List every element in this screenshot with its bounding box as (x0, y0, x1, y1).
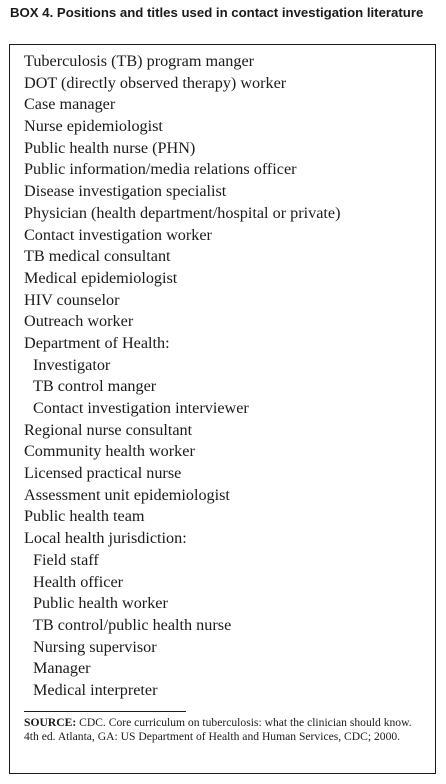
list-item: Department of Health: (24, 333, 170, 352)
list-item: Contact investigation worker (24, 225, 212, 244)
source-text: CDC. Core curriculum on tuberculosis: what the clinician should know. 4th ed. Atlanta, GA: US Department of Health and Human Services, CDC; 2000. (24, 716, 412, 743)
list-item: Assessment unit epidemiologist (24, 485, 230, 504)
list-sub-item: Investigator (33, 355, 111, 374)
list-item: Outreach worker (24, 312, 134, 331)
list-sub-item: Field staff (33, 550, 99, 569)
list-item: Local health jurisdiction: (24, 529, 187, 548)
list-sub-item: TB control manger (33, 377, 157, 396)
list-sub-item: Public health worker (33, 594, 168, 613)
list-item: Case manager (24, 95, 116, 114)
list-item: Public information/media relations officer (24, 160, 297, 179)
list-item: HIV counselor (24, 290, 120, 309)
positions-list (24, 51, 340, 702)
list-sub-item: Contact investigation interviewer (33, 399, 249, 417)
list-item: Tuberculosis (TB) program manger (24, 52, 255, 70)
list-item: Public health nurse (PHN) (24, 138, 196, 157)
list-item: Public health team (24, 507, 145, 526)
list-sub-item: TB control/public health nurse (33, 615, 232, 634)
box-title: BOX 4. Positions and titles used in contact investigation literature (10, 5, 424, 20)
list-item: TB medical consultant (24, 247, 171, 266)
list-item: Medical epidemiologist (24, 268, 178, 287)
list-sub-item: Manager (33, 659, 91, 678)
list-sub-item: Nursing supervisor (33, 637, 157, 656)
list-item: DOT (directly observed therapy) worker (24, 73, 287, 92)
list-item: Disease investigation specialist (24, 182, 227, 201)
source-label: SOURCE: (24, 716, 77, 729)
list-item: Nurse epidemiologist (24, 117, 163, 136)
list-item: Community health worker (24, 442, 195, 461)
list-item: Regional nurse consultant (24, 420, 193, 439)
source-divider (24, 711, 186, 712)
list-sub-item: Medical interpreter (33, 680, 158, 699)
list-sub-item: Health officer (33, 572, 124, 591)
list-item: Physician (health department/hospital or private) (24, 203, 341, 222)
list-item: Licensed practical nurse (24, 464, 182, 483)
source-note (24, 716, 424, 743)
